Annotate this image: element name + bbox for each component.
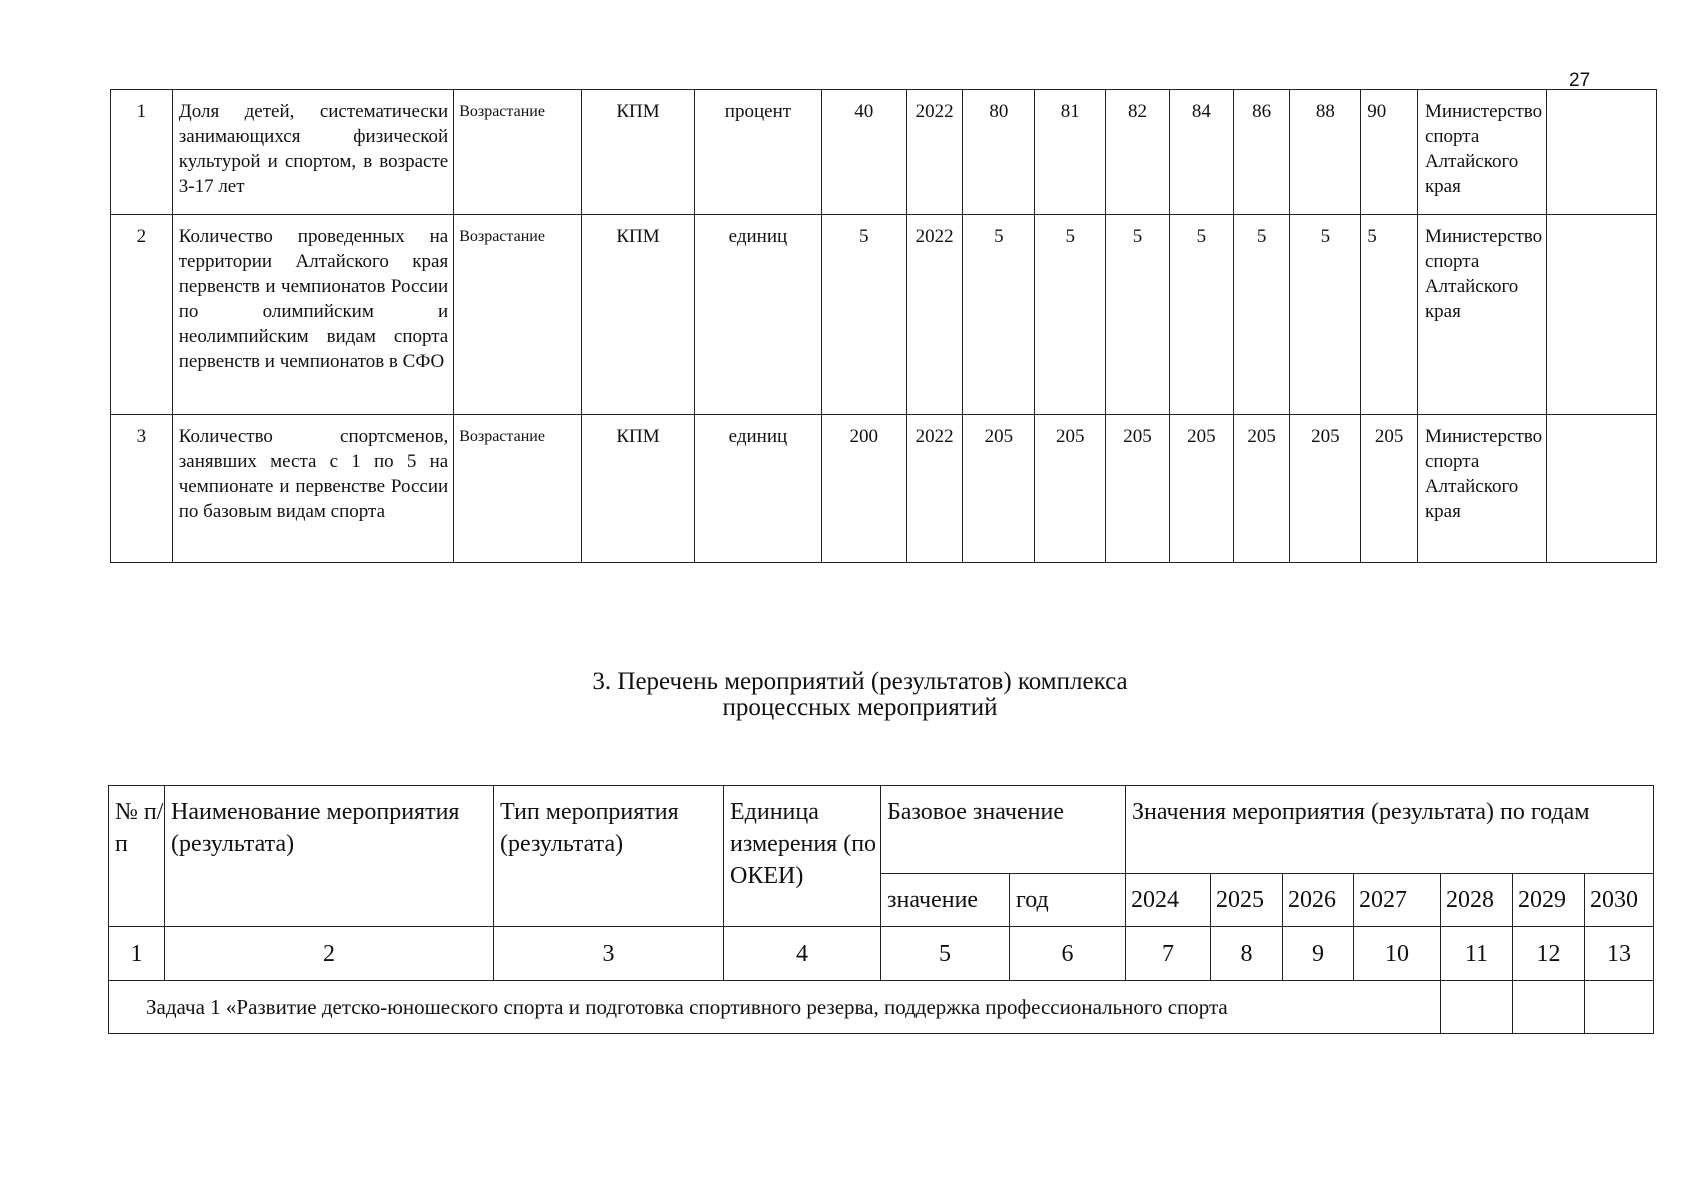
base-year: 2022 xyxy=(906,90,963,215)
indicator-level: КПМ xyxy=(581,215,694,415)
header-base-year: год xyxy=(1010,874,1126,927)
base-year: 2022 xyxy=(906,215,963,415)
value-2024: 80 xyxy=(963,90,1035,215)
value-2024: 205 xyxy=(963,415,1035,563)
value-2025: 5 xyxy=(1035,215,1106,415)
base-value: 200 xyxy=(821,415,906,563)
indicator-level: КПМ xyxy=(581,90,694,215)
row-number: 2 xyxy=(111,215,173,415)
value-2028: 86 xyxy=(1233,90,1290,215)
header-year-2024: 2024 xyxy=(1126,874,1211,927)
column-number: 11 xyxy=(1441,927,1513,981)
header-base: Базовое значение xyxy=(881,786,1126,874)
header-year-2027: 2027 xyxy=(1354,874,1441,927)
empty-cell xyxy=(1546,415,1656,563)
table-row xyxy=(111,90,1657,215)
value-2030: 5 xyxy=(1361,215,1418,415)
section-title-line1: 3. Перечень мероприятий (результатов) комплекса xyxy=(592,668,1128,695)
value-2025: 205 xyxy=(1035,415,1106,563)
value-2027: 5 xyxy=(1169,215,1233,415)
column-number: 4 xyxy=(724,927,881,981)
value-2025: 81 xyxy=(1035,90,1106,215)
indicator-unit: единиц xyxy=(695,215,822,415)
empty-cell xyxy=(1441,981,1513,1034)
value-2029: 205 xyxy=(1290,415,1361,563)
base-value: 5 xyxy=(821,215,906,415)
section-title-line2: процессных мероприятий xyxy=(722,694,998,721)
header-values-by-year: Значения мероприятия (результата) по годам xyxy=(1126,786,1654,874)
header-unit: Единица измерения (по ОКЕИ) xyxy=(724,786,881,927)
header-base-value: значение xyxy=(881,874,1010,927)
row-number: 3 xyxy=(111,415,173,563)
column-number: 5 xyxy=(881,927,1010,981)
indicator-unit: единиц xyxy=(695,415,822,563)
column-number: 7 xyxy=(1126,927,1211,981)
header-num: № п/п xyxy=(109,786,165,927)
header-year-2025: 2025 xyxy=(1211,874,1283,927)
table-row xyxy=(111,415,1657,563)
header-year-2026: 2026 xyxy=(1283,874,1354,927)
column-number: 8 xyxy=(1211,927,1283,981)
base-value: 40 xyxy=(821,90,906,215)
value-2026: 205 xyxy=(1106,415,1170,563)
value-2028: 5 xyxy=(1233,215,1290,415)
indicator-name: Количество спортсменов, занявших места с 1 по 5 на чемпионате и первенстве России по базовым видам спорта xyxy=(172,415,453,563)
column-numbers-row xyxy=(109,927,1654,981)
indicator-name: Доля детей, систематически занимающихся физической культурой и спортом, в возрасте 3-17 лет xyxy=(172,90,453,215)
events-table xyxy=(108,785,1654,1034)
header-name: Наименование мероприятия (результата) xyxy=(165,786,494,927)
column-number: 9 xyxy=(1283,927,1354,981)
task-row xyxy=(109,981,1654,1034)
indicators-table xyxy=(110,89,1657,563)
responsible: Министерство спорта Алтайского края xyxy=(1417,90,1546,215)
header-type: Тип мероприятия (результата) xyxy=(494,786,724,927)
indicator-unit: процент xyxy=(695,90,822,215)
base-year: 2022 xyxy=(906,415,963,563)
header-year-2030: 2030 xyxy=(1585,874,1654,927)
responsible: Министерство спорта Алтайского края xyxy=(1417,415,1546,563)
page-number: 27 xyxy=(1569,70,1591,91)
row-number: 1 xyxy=(111,90,173,215)
value-2028: 205 xyxy=(1233,415,1290,563)
empty-cell xyxy=(1585,981,1654,1034)
column-number: 6 xyxy=(1010,927,1126,981)
column-number: 2 xyxy=(165,927,494,981)
value-2024: 5 xyxy=(963,215,1035,415)
empty-cell xyxy=(1546,215,1656,415)
header-row xyxy=(109,786,1654,874)
indicator-name: Количество проведенных на территории Алтайского края первенств и чемпионатов России по олимпийским и неолимпийским видам спорта первенств и чемпионатов в СФО xyxy=(172,215,453,415)
empty-cell xyxy=(1546,90,1656,215)
header-year-2029: 2029 xyxy=(1513,874,1585,927)
value-2030: 90 xyxy=(1361,90,1418,215)
section-heading xyxy=(440,669,1280,721)
column-number: 13 xyxy=(1585,927,1654,981)
indicator-direction: Возрастание xyxy=(454,215,582,415)
column-number: 3 xyxy=(494,927,724,981)
table-row xyxy=(111,215,1657,415)
value-2026: 82 xyxy=(1106,90,1170,215)
task-title: Задача 1 «Развитие детско-юношеского спорта и подготовка спортивного резерва, поддержка профессионального спорта xyxy=(109,981,1441,1034)
indicator-direction: Возрастание xyxy=(454,415,582,563)
indicator-direction: Возрастание xyxy=(454,90,582,215)
value-2026: 5 xyxy=(1106,215,1170,415)
value-2029: 88 xyxy=(1290,90,1361,215)
empty-cell xyxy=(1513,981,1585,1034)
value-2029: 5 xyxy=(1290,215,1361,415)
value-2030: 205 xyxy=(1361,415,1418,563)
column-number: 1 xyxy=(109,927,165,981)
responsible: Министерство спорта Алтайского края xyxy=(1417,215,1546,415)
column-number: 12 xyxy=(1513,927,1585,981)
value-2027: 84 xyxy=(1169,90,1233,215)
column-number: 10 xyxy=(1354,927,1441,981)
header-year-2028: 2028 xyxy=(1441,874,1513,927)
value-2027: 205 xyxy=(1169,415,1233,563)
indicator-level: КПМ xyxy=(581,415,694,563)
